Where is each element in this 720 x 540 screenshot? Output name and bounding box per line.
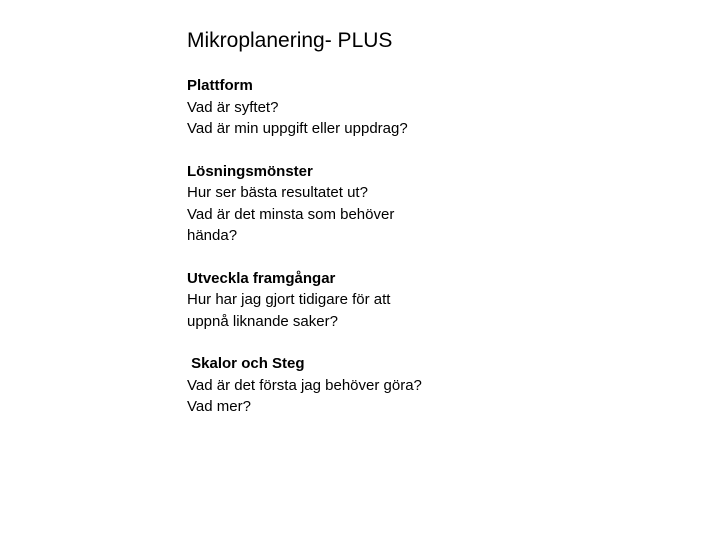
section-heading: Utveckla framgångar (187, 269, 336, 287)
section-line: Vad är syftet? (187, 98, 279, 116)
section-line: Hur har jag gjort tidigare för att (187, 291, 391, 308)
section-line: hända? (187, 227, 238, 244)
section-plattform (187, 75, 467, 140)
section-utveckla-framgangar (187, 268, 467, 333)
slide-title: Mikroplanering- PLUS (187, 29, 393, 52)
section-heading: Plattform (187, 77, 253, 94)
section-line: Vad mer? (187, 398, 251, 415)
section-line: Vad är det minsta som behöver (187, 205, 395, 223)
section-line: uppnå liknande saker? (187, 312, 338, 330)
section-heading: Lösningsmönster (187, 162, 313, 180)
section-line: Vad är det första jag behöver göra? (187, 376, 422, 394)
section-heading: Skalor och Steg (187, 355, 305, 372)
section-skalor-och-steg (187, 353, 467, 418)
section-losningsmonster (187, 161, 467, 247)
section-line: Hur ser bästa resultatet ut? (187, 184, 368, 201)
slide-content (187, 75, 467, 439)
section-line: Vad är min uppgift eller uppdrag? (187, 120, 408, 137)
